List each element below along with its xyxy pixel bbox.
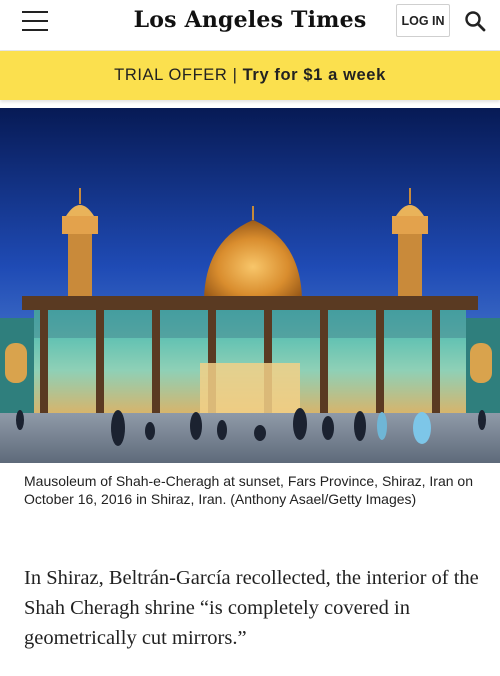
trial-offer-label: TRIAL OFFER | [114,66,243,84]
site-logo[interactable]: Los Angeles Times [133,7,367,33]
search-icon[interactable] [464,10,486,32]
photo-caption: Mausoleum of Shah-e-Cheragh at sunset, Fars Province, Shiraz, Iran on October 16, 2016 in Shiraz, Iran. (Anthony Asael/Getty Images) [24,473,473,507]
trial-offer-banner[interactable] [0,51,500,100]
article-paragraph: In Shiraz, Beltrán-García recollected, the interior of the Shah Cheragh shrine “is completely covered in geometrically cut mirrors.” [24,567,479,649]
article-photo [0,108,500,463]
login-button[interactable]: LOG IN [396,4,450,37]
trial-offer-cta: Try for $1 a week [242,66,386,84]
top-navigation-bar [0,0,500,51]
